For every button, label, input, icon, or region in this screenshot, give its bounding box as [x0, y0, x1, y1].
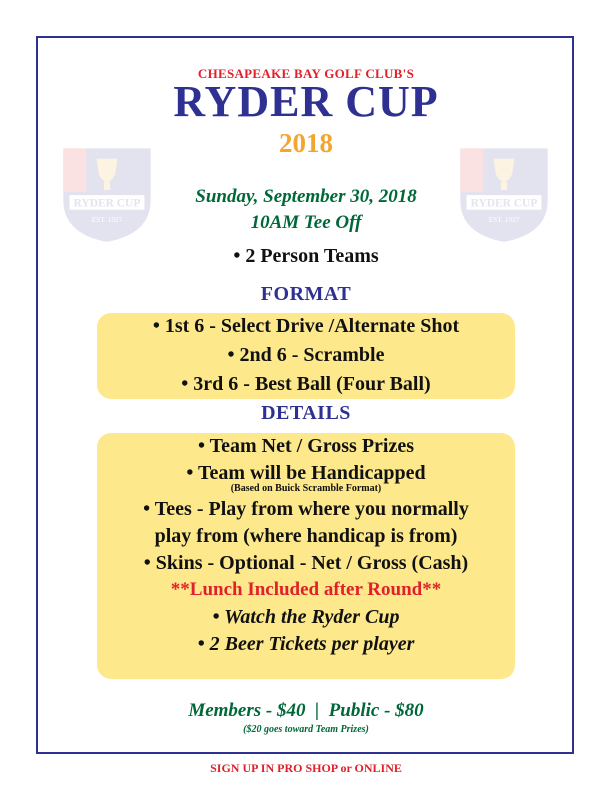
- signup-text: SIGN UP IN PRO SHOP or ONLINE: [210, 761, 402, 775]
- event-year: 2018: [279, 128, 333, 158]
- svg-text:RYDER CUP: RYDER CUP: [470, 197, 538, 210]
- format-box: [97, 313, 515, 399]
- format-item: • 3rd 6 - Best Ball (Four Ball): [181, 373, 431, 395]
- svg-text:EST. 1927: EST. 1927: [488, 216, 520, 225]
- svg-text:EST. 1927: EST. 1927: [91, 216, 123, 225]
- details-box: [97, 433, 515, 679]
- event-date: Sunday, September 30, 2018: [195, 186, 417, 207]
- detail-watch: • Watch the Ryder Cup: [212, 606, 400, 628]
- tee-off-time: 10AM Tee Off: [250, 212, 362, 233]
- team-size: • 2 Person Teams: [233, 245, 379, 267]
- format-heading: FORMAT: [260, 283, 352, 305]
- detail-lunch: **Lunch Included after Round**: [170, 579, 442, 600]
- club-name: CHESAPEAKE BAY GOLF CLUB'S: [197, 66, 415, 81]
- event-date-block: [0, 184, 612, 236]
- details-heading: DETAILS: [261, 402, 351, 424]
- format-item: • 2nd 6 - Scramble: [227, 344, 385, 366]
- format-item: • 1st 6 - Select Drive /Alternate Shot: [152, 315, 460, 337]
- pricing-line: Members - $40 | Public - $80: [188, 700, 424, 721]
- detail-beer: • 2 Beer Tickets per player: [197, 633, 415, 655]
- detail-tees-cont: play from (where handicap is from): [154, 525, 458, 547]
- detail-tees: • Tees - Play from where you normally: [143, 498, 469, 520]
- detail-prizes: • Team Net / Gross Prizes: [197, 435, 415, 457]
- detail-skins: • Skins - Optional - Net / Gross (Cash): [143, 552, 469, 574]
- pricing-note: ($20 goes toward Team Prizes): [243, 724, 369, 735]
- detail-handicap: • Team will be Handicapped: [186, 462, 426, 484]
- detail-handicap-note: (Based on Buick Scramble Format): [230, 483, 382, 494]
- svg-text:RYDER CUP: RYDER CUP: [73, 197, 141, 210]
- page-title: RYDER CUP: [173, 77, 439, 126]
